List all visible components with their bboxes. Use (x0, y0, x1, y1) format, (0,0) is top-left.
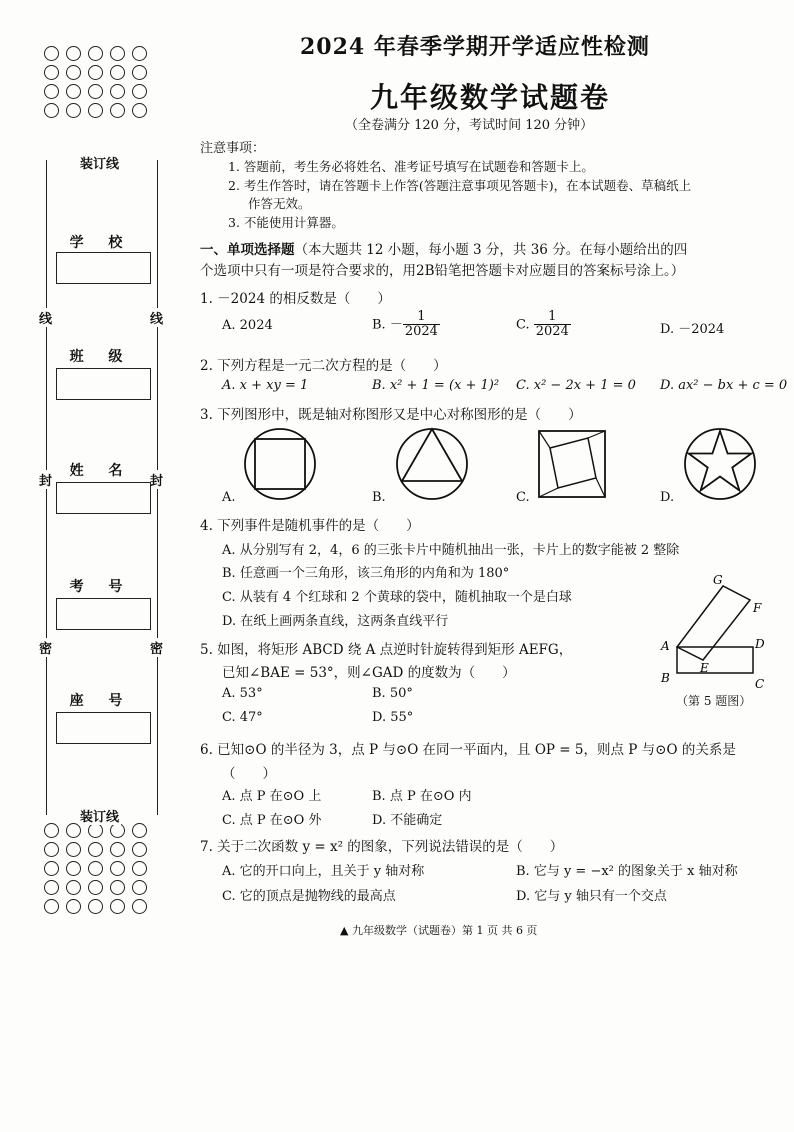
q5-point-d: D (755, 637, 765, 651)
q5-stem-line2: 已知∠BAE = 53°，则∠GAD 的度数为（ ） (222, 665, 516, 681)
q4-option-b[interactable]: B. 任意画一个三角形，该三角形的内角和为 180° (222, 566, 510, 581)
q1-stem: 1. －2024 的相反数是（ ） (200, 291, 391, 307)
subject-title: 九年级数学试题卷 (370, 81, 611, 114)
q2-option-b[interactable]: B. x² + 1 = (x + 1)² (372, 378, 500, 393)
section1-desc2: 个选项中只有一项是符合要求的，用2B铅笔把答题卡对应题目的答案标号涂上。） (200, 263, 685, 279)
q5-option-b[interactable]: B. 50° (372, 686, 413, 701)
q4-option-a[interactable]: A. 从分别写有 2，4，6 的三张卡片中随机抽出一张，卡片上的数字能被 2 整除 (222, 543, 680, 558)
q1-c-prefix: C. (516, 317, 530, 333)
q7-stem: 7. 关于二次函数 y = x² 的图象，下列说法错误的是（ ） (200, 839, 564, 855)
q5-point-f: F (753, 601, 762, 615)
q3-option-d[interactable]: D. (660, 490, 675, 505)
exam-title: 2024 年春季学期开学适应性检测 (300, 34, 650, 60)
binding-line-top-label: 装订线 (78, 153, 121, 172)
q5-point-a: A (661, 639, 670, 653)
q1-option-c[interactable] (516, 310, 571, 340)
notice-heading: 注意事项： (200, 141, 266, 156)
q7-option-b[interactable]: B. 它与 y = −x² 的图象关于 x 轴对称 (516, 864, 738, 879)
q3-figure-d (680, 424, 760, 504)
section1-desc1: （本大题共 12 小题，每小题 3 分，共 36 分。在每小题给出的四 (294, 242, 688, 258)
edge-char-right-3: 密 (150, 638, 163, 657)
notice-item-2-cont: 作答无效。 (248, 196, 311, 211)
binding-holes-top (44, 46, 154, 118)
q1-b-num: 1 (403, 310, 440, 325)
q7-option-d[interactable]: D. 它与 y 轴只有一个交点 (516, 889, 667, 904)
edge-char-left-2: 封 (39, 470, 52, 489)
q3-stem: 3. 下列图形中，既是轴对称图形又是中心对称图形的是（ ） (200, 407, 582, 423)
q5-figure (655, 570, 775, 695)
field-label-class: 班 级 (69, 349, 133, 365)
q1-option-b[interactable] (372, 310, 440, 340)
q3-option-c[interactable]: C. (516, 490, 530, 505)
q6-option-b[interactable]: B. 点 P 在⊙O 内 (372, 789, 472, 804)
edge-char-right-1: 线 (150, 308, 163, 327)
notice-item-2: 2. 考生作答时，请在答题卡上作答(答题注意事项见答题卡)，在本试题卷、草稿纸上 (228, 178, 692, 193)
q1-b-prefix: B. － (372, 317, 403, 333)
q4-option-d[interactable]: D. 在纸上画两条直线，这两条直线平行 (222, 614, 449, 629)
binding-line-bottom-label: 装订线 (78, 806, 121, 825)
q3-figure-a (240, 424, 320, 504)
binding-holes-bottom (44, 823, 154, 914)
q1-c-num: 1 (534, 310, 571, 325)
school-field[interactable] (56, 252, 151, 284)
edge-char-right-2: 封 (150, 470, 163, 489)
q4-option-c[interactable]: C. 从装有 4 个红球和 2 个黄球的袋中，随机抽取一个是白球 (222, 590, 572, 605)
name-field[interactable] (56, 482, 151, 514)
q1-c-fraction (534, 310, 571, 340)
q5-point-e: E (700, 661, 709, 675)
q5-point-b: B (661, 671, 670, 685)
field-label-seat-no: 座 号 (69, 693, 133, 709)
q6-option-c[interactable]: C. 点 P 在⊙O 外 (222, 813, 322, 828)
q5-stem-line1: 5. 如图，将矩形 ABCD 绕 A 点逆时针旋转得到矩形 AEFG， (200, 642, 573, 658)
notice-item-1: 1. 答题前，考生务必将姓名、准考证号填写在试题卷和答题卡上。 (228, 159, 594, 174)
q5-figure-caption: （第 5 题图） (676, 694, 752, 708)
exam-subtitle: （全卷满分 120 分，考试时间 120 分钟） (345, 118, 594, 133)
q6-option-d[interactable]: D. 不能确定 (372, 813, 443, 828)
q5-point-g: G (713, 573, 723, 587)
q3-option-a[interactable]: A. (222, 490, 236, 505)
section1-line1 (200, 238, 687, 258)
q1-option-d[interactable]: D. －2024 (660, 322, 725, 337)
q5-option-d[interactable]: D. 55° (372, 710, 414, 725)
q6-stem-line2: （ ） (222, 766, 276, 782)
q5-point-c: C (755, 677, 765, 691)
q7-option-c[interactable]: C. 它的顶点是抛物线的最高点 (222, 889, 396, 904)
q2-stem: 2. 下列方程是一元二次方程的是（ ） (200, 358, 447, 374)
q1-b-den: 2024 (404, 324, 438, 340)
field-label-name: 姓 名 (69, 463, 133, 479)
field-label-school: 学 校 (69, 235, 133, 251)
q1-b-fraction (403, 310, 440, 340)
q3-option-b[interactable]: B. (372, 490, 386, 505)
q1-c-den: 2024 (535, 324, 569, 340)
q5-option-c[interactable]: C. 47° (222, 710, 263, 725)
q2-option-a[interactable]: A. x + xy = 1 (222, 378, 309, 393)
page-footer: ▲ 九年级数学（试题卷）第 1 页 共 6 页 (340, 924, 538, 937)
edge-char-left-3: 密 (39, 638, 52, 657)
q2-option-d[interactable]: D. ax² − bx + c = 0 (660, 378, 788, 393)
section1-heading: 一、单项选择题 (200, 242, 295, 258)
q6-stem-line1: 6. 已知⊙O 的半径为 3，点 P 与⊙O 在同一平面内，且 OP = 5，则点 P 与⊙O 的关系是 (200, 742, 736, 758)
seat-number-field[interactable] (56, 712, 151, 744)
class-field[interactable] (56, 368, 151, 400)
exam-number-field[interactable] (56, 598, 151, 630)
q1-option-a[interactable]: A. 2024 (222, 318, 273, 333)
q3-figure-c (536, 428, 610, 502)
q5-option-a[interactable]: A. 53° (222, 686, 263, 701)
q3-figure-b (392, 424, 472, 504)
q6-option-a[interactable]: A. 点 P 在⊙O 上 (222, 789, 322, 804)
edge-char-left-1: 线 (39, 308, 52, 327)
q2-option-c[interactable]: C. x² − 2x + 1 = 0 (516, 378, 636, 393)
q4-stem: 4. 下列事件是随机事件的是（ ） (200, 518, 420, 534)
field-label-exam-no: 考 号 (69, 579, 133, 595)
notice-item-3: 3. 不能使用计算器。 (228, 215, 344, 230)
q7-option-a[interactable]: A. 它的开口向上，且关于 y 轴对称 (222, 864, 425, 879)
